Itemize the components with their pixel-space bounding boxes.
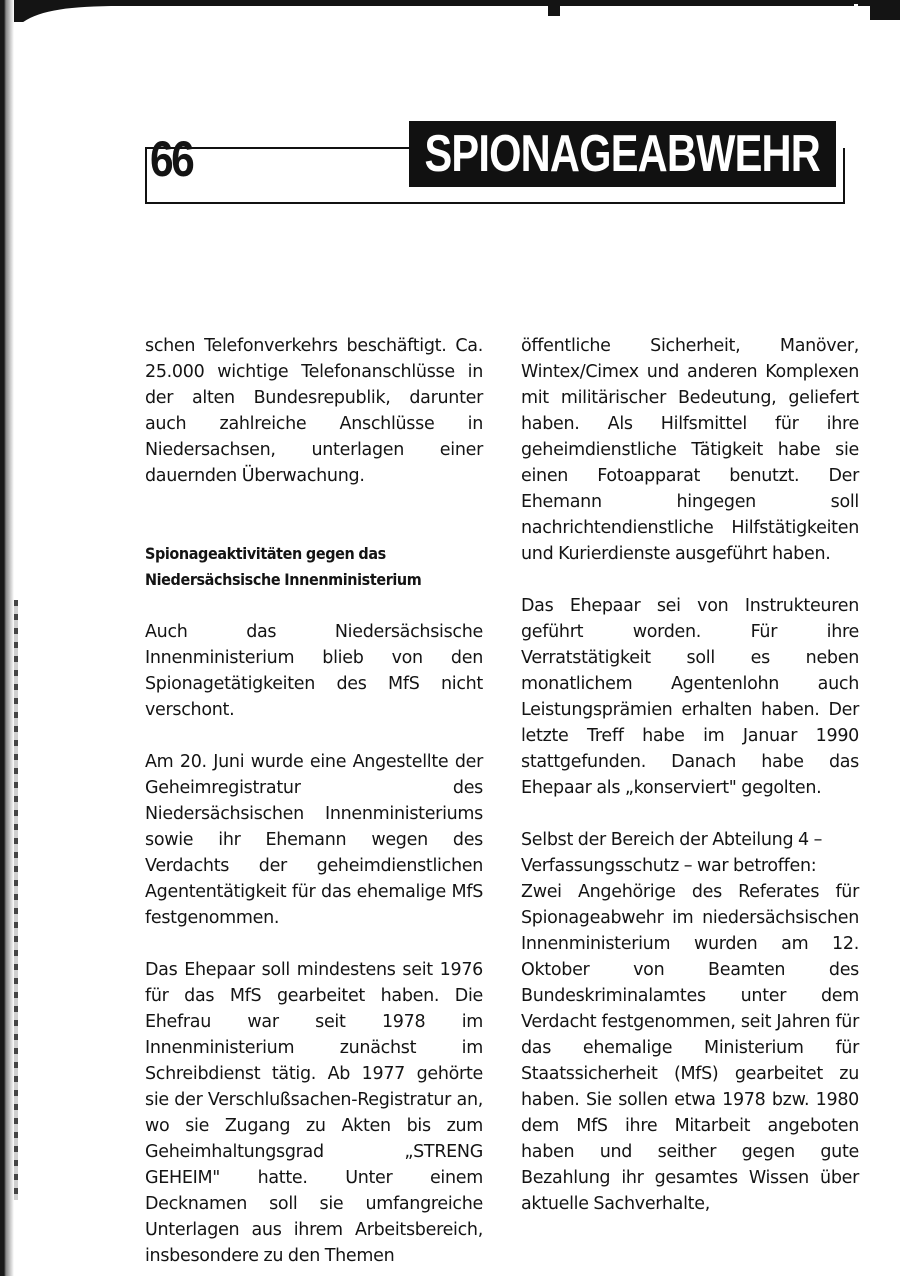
heading-line: Niedersächsische Innenministerium — [145, 570, 422, 589]
heading-line: Spionageaktivitäten gegen das — [145, 544, 386, 563]
paragraph: öffentliche Sicherheit, Manöver, Wintex/Cimex und anderen Komplexen mit militärischer Bedeutung, geliefert haben. Als Hilfsmittel für ihre geheimdienstliche Tätigkeit habe sie einen Fotoapparat benutzt. Der Ehemann hingegen soll nachrichtendienstliche Hilfstätigkeiten und Kurierdienste ausgeführt haben. — [521, 336, 859, 564]
section-title-box — [409, 121, 836, 187]
paragraph-continuation: Zwei Angehörige des Referates für Spionageabwehr im niedersächsischen Innenministerium wurden am 12. Oktober von Beamten des Bundeskriminalamtes unter dem Verdacht festgenommen, seit Jahren für das ehemalige Ministerium für Staatssicherheit (MfS) gearbeitet zu haben. Sie sollen etwa 1978 bzw. 1980 dem MfS ihre Mitarbeit angeboten haben und seither gegen gute Bezahlung ihr gesamtes Wissen über aktuelle Sachverhalte, — [521, 882, 859, 1214]
paragraph: Am 20. Juni wurde eine Angestellte der Geheimregistratur des Niedersächsischen Innenministeriums sowie ihr Ehemann wegen des Verdachts der geheimdienstlichen Agententätigkeit für das ehemalige MfS festgenommen. — [145, 752, 483, 928]
scan-edge-marks — [14, 600, 18, 1200]
paragraph: Das Ehepaar soll mindestens seit 1976 für das MfS gearbeitet haben. Die Ehefrau war seit 1978 im Innenministerium zunächst im Schreibdienst tätig. Ab 1977 gehörte sie der Verschlußsachen-Registratur an, wo sie Zugang zu Akten bis zum Geheimhaltungsgrad „STRENG GEHEIM" hatte. Unter einem Decknamen soll sie umfangreiche Unterlagen aus ihrem Arbeitsbereich, insbesondere zu den Themen — [145, 960, 483, 1266]
text-line: Selbst der Bereich der Abteilung 4 – — [521, 830, 823, 850]
right-column — [521, 333, 859, 1217]
paragraph: schen Telefonverkehrs beschäftigt. Ca. 25.000 wichtige Telefonanschlüsse in der alten Bundesrepublik, darunter auch zahlreiche Anschlüsse in Niedersachsen, unterlagen einer dauernden Überwachung. — [145, 336, 483, 486]
paragraph — [521, 827, 859, 1217]
text-line: Verfassungsschutz – war betroffen: — [521, 856, 817, 876]
paragraph: Auch das Niedersächsische Innenministerium blieb von den Spionagetätigkeiten des MfS nicht verschont. — [145, 622, 483, 720]
left-column — [145, 333, 483, 1269]
scan-edge-left — [0, 0, 14, 1276]
paragraph: Das Ehepaar sei von Instrukteuren geführt worden. Für ihre Verratstätigkeit soll es neben monatlichem Agentenlohn auch Leistungsprämien erhalten haben. Der letzte Treff habe im Januar 1990 stattgefunden. Danach habe das Ehepaar als „konserviert" gegolten. — [521, 596, 859, 798]
section-heading — [145, 541, 483, 593]
scan-edge-top — [0, 0, 900, 22]
section-title: SPIONAGEABWEHR — [424, 125, 821, 183]
page-number: 66 — [150, 131, 193, 187]
